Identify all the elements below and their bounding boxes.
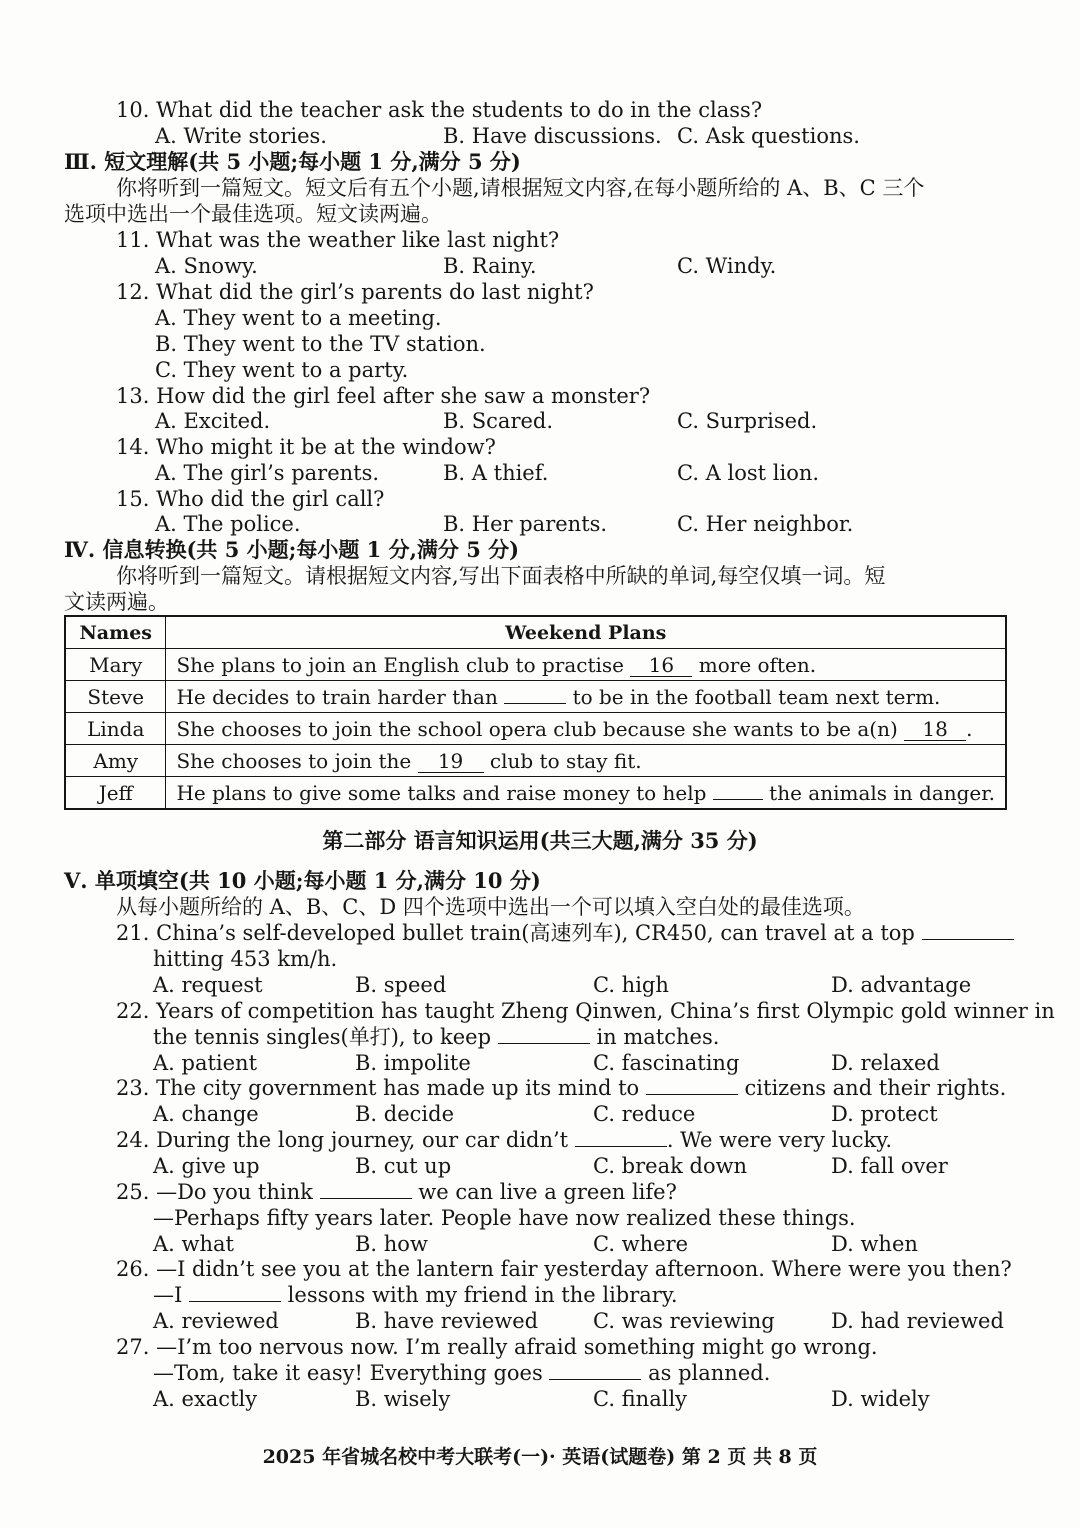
q26-line2: —I lessons with my friend in the library. [153, 1283, 678, 1307]
q25-option-a: A. what [153, 1232, 234, 1256]
q14-option-c: C. A lost lion. [677, 461, 820, 485]
q15-option-b: B. Her parents. [443, 512, 608, 536]
q25-option-d: D. when [831, 1232, 918, 1256]
row-plan: He plans to give some talks and raise money to help the animals in danger. [166, 777, 1006, 810]
row-name: Amy [65, 745, 166, 777]
q24-option-d: D. fall over [831, 1154, 948, 1178]
table-header-row [65, 616, 1006, 649]
answer-blank[interactable] [575, 1146, 667, 1147]
table-row [65, 681, 1006, 713]
answer-blank[interactable] [320, 1198, 412, 1199]
q15-stem: 15. Who did the girl call? [116, 487, 385, 511]
q22-line2: the tennis singles(单打), to keep in matches. [153, 1025, 720, 1049]
q26-option-b: B. have reviewed [355, 1309, 539, 1333]
answer-blank[interactable] [504, 703, 566, 704]
table-row [65, 777, 1006, 810]
answer-blank[interactable] [189, 1301, 281, 1302]
q13-option-b: B. Scared. [443, 409, 554, 433]
q24-line: 24. During the long journey, our car didn’t . We were very lucky. [116, 1128, 893, 1152]
q25-line2: —Perhaps fifty years later. People have now realized these things. [153, 1206, 856, 1230]
q27-option-d: D. widely [831, 1387, 930, 1411]
table-row [65, 649, 1006, 681]
q22-option-c: C. fascinating [593, 1051, 740, 1075]
q12-option-c: C. They went to a party. [155, 358, 409, 382]
section3-instruction-2: 选项中选出一个最佳选项。短文读两遍。 [64, 202, 442, 226]
q23-option-d: D. protect [831, 1102, 938, 1126]
q15-option-c: C. Her neighbor. [677, 512, 854, 536]
q11-option-c: C. Windy. [677, 254, 777, 278]
q25-option-c: C. where [593, 1232, 689, 1256]
q27-option-b: B. wisely [355, 1387, 451, 1411]
q14-option-b: B. A thief. [443, 461, 549, 485]
q21-line1: 21. China’s self-developed bullet train(高速列车), CR450, can travel at a top [116, 920, 1014, 946]
q22-option-d: D. relaxed [831, 1051, 940, 1075]
part2-title: 第二部分 语言知识运用(共三大题,满分 35 分) [322, 828, 758, 853]
q23-option-a: A. change [153, 1102, 259, 1126]
q27-line1: 27. —I’m too nervous now. I’m really afraid something might go wrong. [116, 1335, 878, 1359]
q15-option-a: A. The police. [155, 512, 301, 536]
q14-stem: 14. Who might it be at the window? [116, 435, 496, 459]
q21-line2: hitting 453 km/h. [153, 947, 338, 971]
weekend-plans-table [64, 615, 1007, 810]
q22-option-b: B. impolite [355, 1051, 471, 1075]
table-header-plans: Weekend Plans [166, 616, 1006, 649]
q21-option-d: D. advantage [831, 973, 972, 997]
answer-blank[interactable]: 18 [904, 718, 966, 741]
row-plan: She chooses to join the 19 club to stay fit. [166, 745, 1006, 777]
section4-heading: Ⅳ. 信息转换(共 5 小题;每小题 1 分,满分 5 分) [64, 537, 520, 562]
q24-option-b: B. cut up [355, 1154, 452, 1178]
q21-option-b: B. speed [355, 973, 447, 997]
answer-blank[interactable] [922, 939, 1014, 940]
q12-option-b: B. They went to the TV station. [155, 332, 486, 356]
q12-stem: 12. What did the girl’s parents do last night? [116, 280, 594, 304]
row-plan: She chooses to join the school opera club because she wants to be a(n) 18 . [166, 713, 1006, 745]
q25-line1: 25. —Do you think we can live a green life? [116, 1180, 677, 1204]
section3-heading: Ⅲ. 短文理解(共 5 小题;每小题 1 分,满分 5 分) [64, 149, 521, 174]
q10-option-b: B. Have discussions. [443, 124, 662, 148]
row-name: Linda [65, 713, 166, 745]
q12-option-a: A. They went to a meeting. [155, 306, 442, 330]
section5-instruction: 从每小题所给的 A、B、C、D 四个选项中选出一个可以填入空白处的最佳选项。 [116, 895, 865, 919]
section5-heading: Ⅴ. 单项填空(共 10 小题;每小题 1 分,满分 10 分) [64, 868, 541, 893]
row-plan: She plans to join an English club to practise 16 more often. [166, 649, 1006, 681]
q21-option-a: A. request [153, 973, 263, 997]
table-header-names: Names [65, 616, 166, 649]
q23-option-b: B. decide [355, 1102, 455, 1126]
q27-line2: —Tom, take it easy! Everything goes as planned. [153, 1361, 771, 1385]
q22-option-a: A. patient [153, 1051, 258, 1075]
table-row [65, 745, 1006, 777]
q10-option-a: A. Write stories. [155, 124, 327, 148]
q26-option-a: A. reviewed [153, 1309, 279, 1333]
section4-instruction-2: 文读两遍。 [64, 590, 169, 614]
q10-option-c: C. Ask questions. [677, 124, 860, 148]
q26-line1: 26. —I didn’t see you at the lantern fair yesterday afternoon. Where were you then? [116, 1257, 1012, 1281]
q22-line1: 22. Years of competition has taught Zheng Qinwen, China’s first Olympic gold winner in [116, 999, 1055, 1023]
table-row [65, 713, 1006, 745]
q21-option-c: C. high [593, 973, 669, 997]
row-name: Steve [65, 681, 166, 713]
section3-instruction-1: 你将听到一篇短文。短文后有五个小题,请根据短文内容,在每小题所给的 A、B、C 三个 [116, 176, 925, 200]
answer-blank[interactable] [646, 1094, 738, 1095]
q11-option-a: A. Snowy. [155, 254, 258, 278]
row-name: Jeff [65, 777, 166, 810]
q13-option-a: A. Excited. [155, 409, 271, 433]
q13-stem: 13. How did the girl feel after she saw a monster? [116, 384, 651, 408]
q26-option-c: C. was reviewing [593, 1309, 775, 1333]
row-plan: He decides to train harder than to be in the football team next term. [166, 681, 1006, 713]
q23-line: 23. The city government has made up its mind to citizens and their rights. [116, 1076, 1007, 1100]
section4-instruction-1: 你将听到一篇短文。请根据短文内容,写出下面表格中所缺的单词,每空仅填一词。短 [116, 564, 886, 588]
q14-option-a: A. The girl’s parents. [155, 461, 380, 485]
answer-blank[interactable] [498, 1043, 590, 1044]
q11-stem: 11. What was the weather like last night? [116, 228, 560, 252]
answer-blank[interactable] [549, 1379, 641, 1380]
q27-option-a: A. exactly [153, 1387, 258, 1411]
row-name: Mary [65, 649, 166, 681]
answer-blank[interactable] [713, 799, 763, 800]
q27-option-c: C. finally [593, 1387, 688, 1411]
q24-option-c: C. break down [593, 1154, 748, 1178]
q10-stem: 10. What did the teacher ask the students to do in the class? [116, 98, 763, 122]
q11-option-b: B. Rainy. [443, 254, 537, 278]
q24-option-a: A. give up [153, 1154, 260, 1178]
q26-option-d: D. had reviewed [831, 1309, 1004, 1333]
page-footer: 2025 年省城名校中考大联考(一)· 英语(试题卷) 第 2 页 共 8 页 [262, 1446, 818, 1468]
answer-blank[interactable]: 16 [630, 654, 692, 677]
q23-option-c: C. reduce [593, 1102, 696, 1126]
q25-option-b: B. how [355, 1232, 428, 1256]
q13-option-c: C. Surprised. [677, 409, 818, 433]
answer-blank[interactable]: 19 [418, 750, 484, 773]
